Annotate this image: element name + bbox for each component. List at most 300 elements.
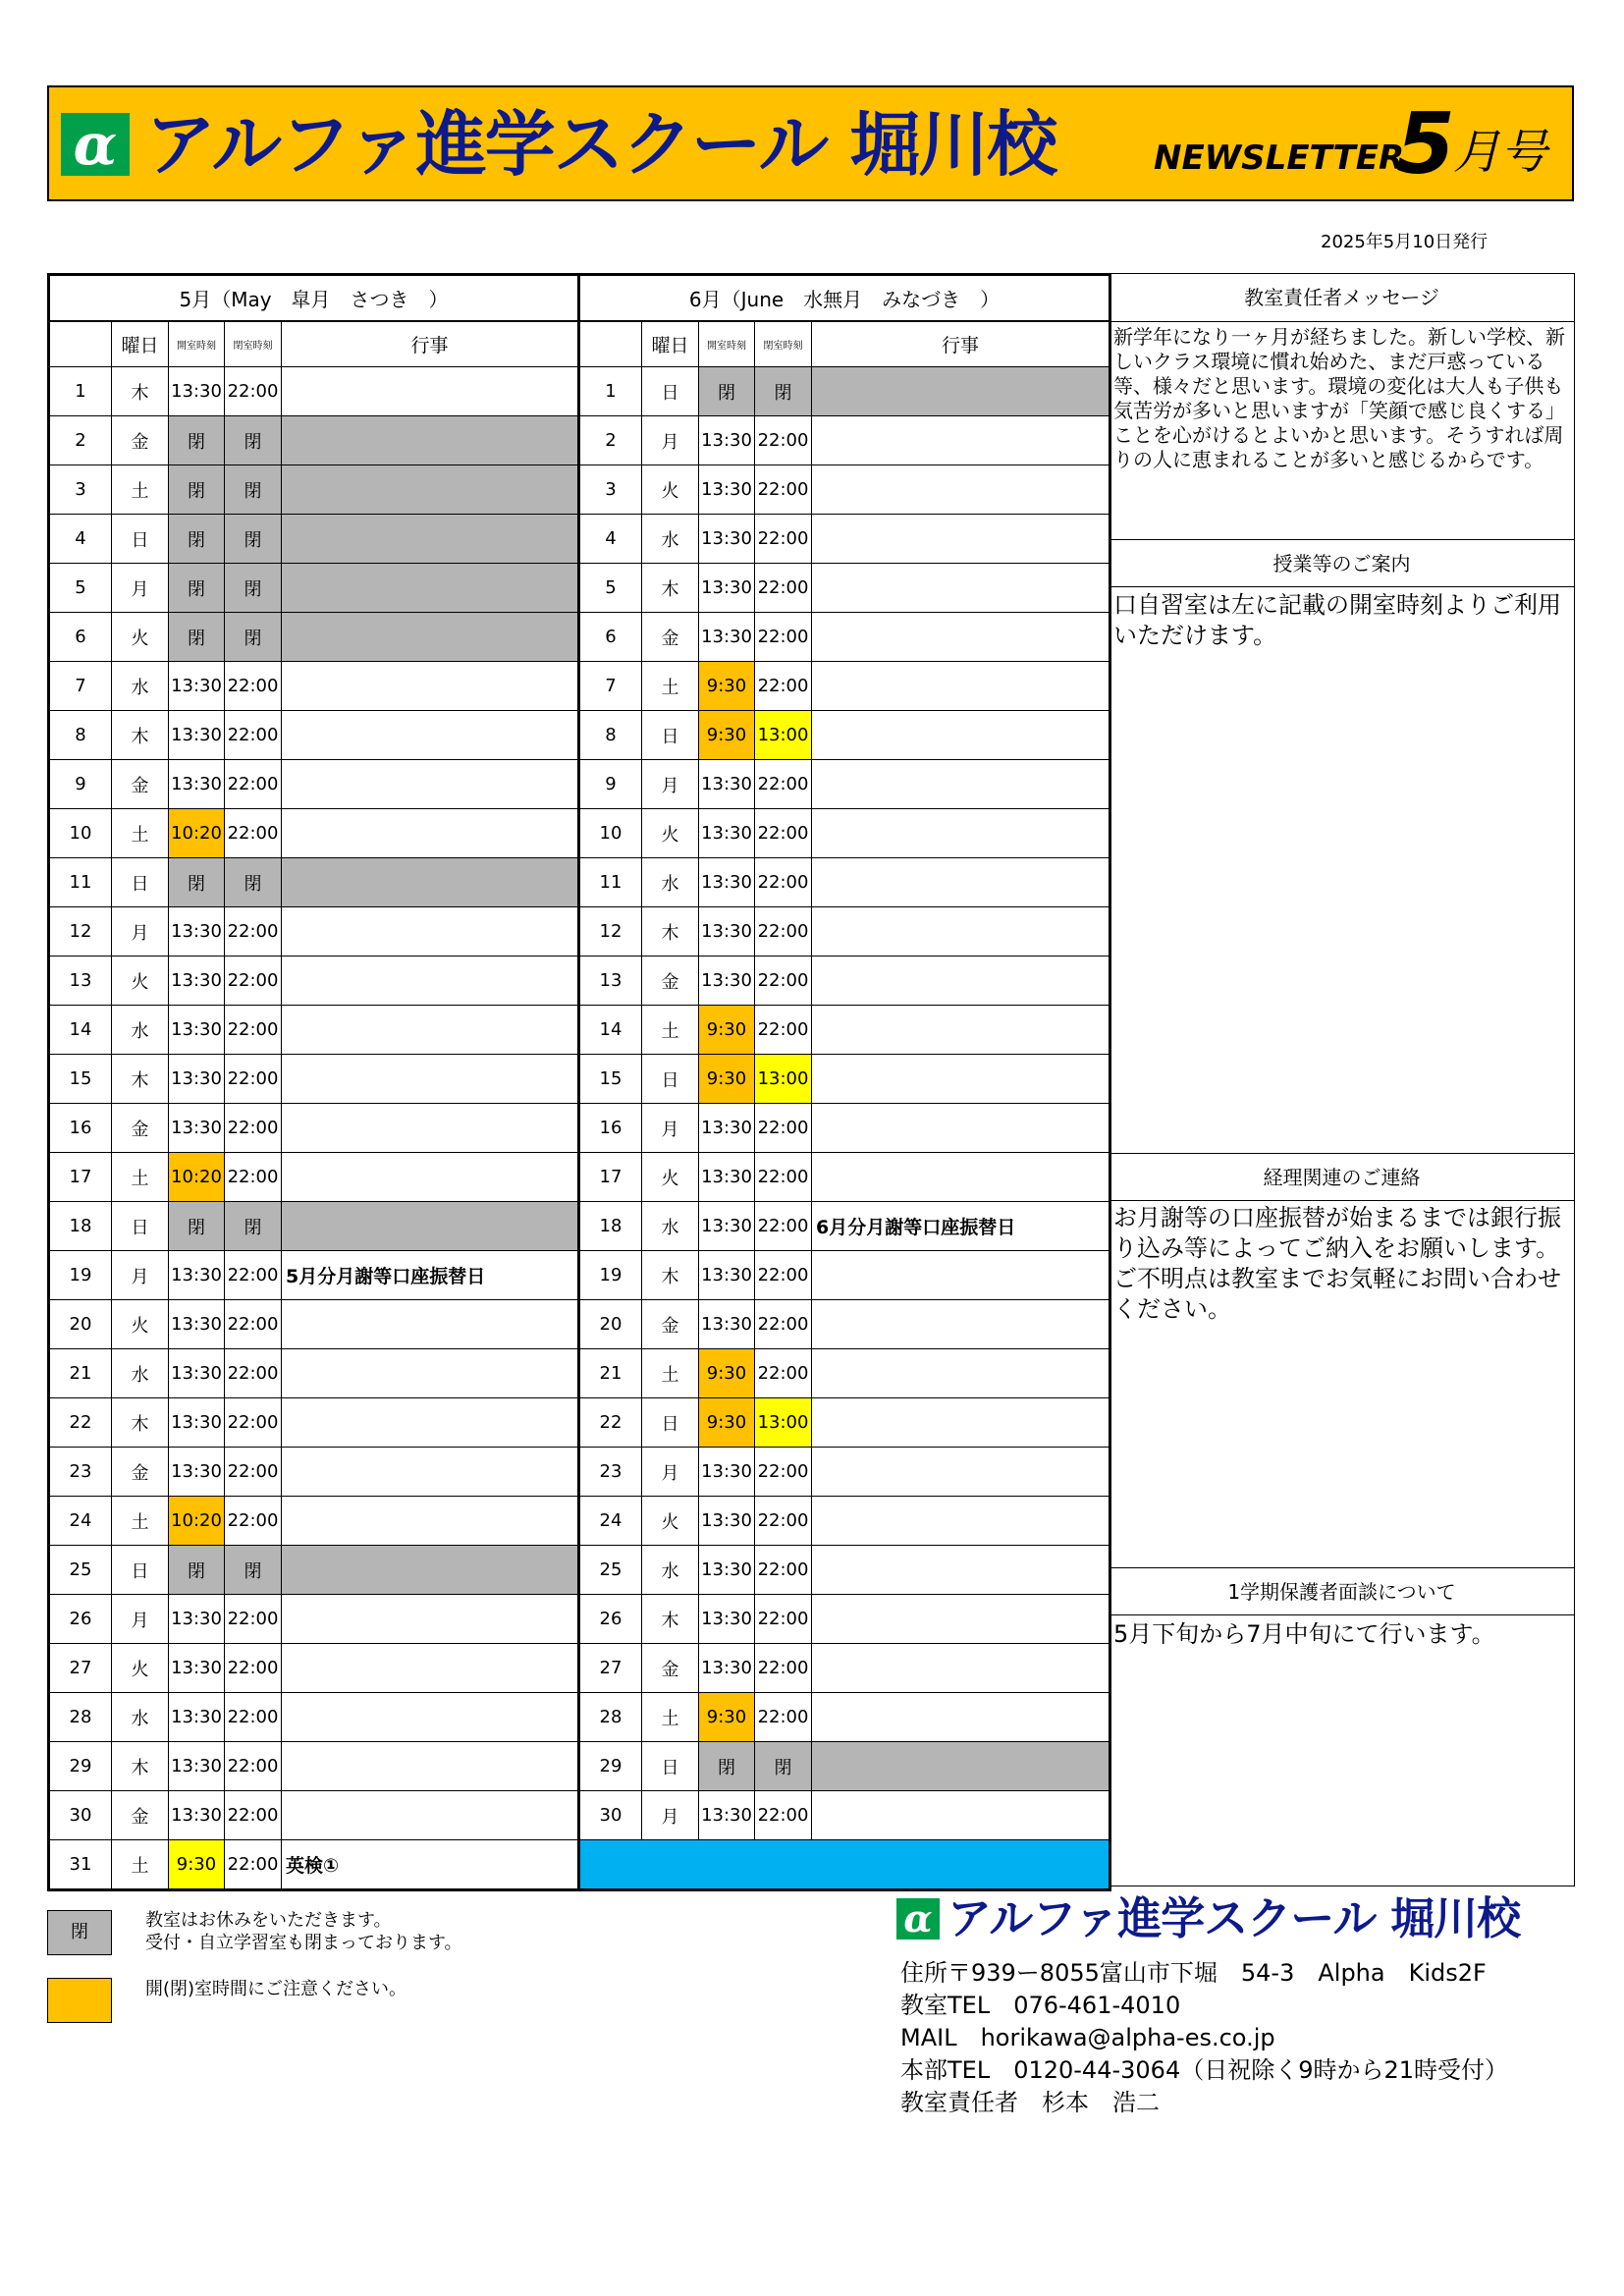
calendar-row <box>49 809 579 858</box>
weekday: 火 <box>112 613 169 662</box>
event <box>812 1448 1110 1497</box>
close-time: 閉 <box>225 515 282 564</box>
close-time: 22:00 <box>225 1497 282 1546</box>
event <box>812 1742 1110 1791</box>
june-col-weekday: 曜日 <box>642 321 699 367</box>
calendar-row <box>49 858 579 907</box>
open-time: 13:30 <box>699 1448 755 1497</box>
close-time: 22:00 <box>755 1448 812 1497</box>
calendar-row <box>49 1693 579 1742</box>
calendar-row <box>579 1300 1110 1349</box>
day-number: 6 <box>579 613 642 662</box>
day-number: 21 <box>579 1349 642 1398</box>
open-time: 閉 <box>169 613 225 662</box>
close-time: 22:00 <box>225 367 282 416</box>
open-time: 13:30 <box>699 760 755 809</box>
close-time: 22:00 <box>225 1742 282 1791</box>
open-time: 13:30 <box>699 465 755 515</box>
close-time: 22:00 <box>225 1448 282 1497</box>
close-time: 閉 <box>755 1742 812 1791</box>
day-number: 27 <box>49 1644 112 1693</box>
day-number: 17 <box>49 1153 112 1202</box>
june-col-open: 開室時刻 <box>699 321 755 367</box>
day-number: 27 <box>579 1644 642 1693</box>
open-time: 閉 <box>169 858 225 907</box>
open-time: 13:30 <box>169 1398 225 1448</box>
open-time: 9:30 <box>699 1693 755 1742</box>
calendar-row <box>49 1644 579 1693</box>
close-time: 22:00 <box>755 1006 812 1055</box>
event <box>812 1300 1110 1349</box>
meeting-title: 1学期保護者面談について <box>1110 1567 1574 1615</box>
close-time: 22:00 <box>755 465 812 515</box>
close-time: 22:00 <box>755 515 812 564</box>
calendar-row <box>579 1398 1110 1448</box>
calendar-row <box>579 564 1110 613</box>
open-time: 13:30 <box>169 760 225 809</box>
open-time: 13:30 <box>699 858 755 907</box>
event <box>282 809 579 858</box>
calendar-row <box>49 1349 579 1398</box>
message-body: 新学年になり一ヶ月が経ちました。新しい学校、新しいクラス環境に慣れ始めた、まだ戸惑っている等、様々だと思います。環境の変化は大人も子供も気苦労が多いと思いますが「笑顔で感じ良くする」ことを心がけるとよいかと思います。そうすれば周りの人に恵まれることが多いと感じるからです。 <box>1113 325 1565 471</box>
calendar-row <box>579 515 1110 564</box>
weekday: 月 <box>112 1251 169 1300</box>
legend-hours-text: 開(閉)室時間にご注意ください。 <box>145 1979 407 1999</box>
issue-date: 2025年5月10日発行 <box>1321 232 1489 252</box>
weekday: 金 <box>112 1104 169 1153</box>
june-calendar-table <box>577 273 1111 1891</box>
event: 6月分月謝等口座振替日 <box>812 1202 1110 1251</box>
weekday: 日 <box>112 1202 169 1251</box>
alpha-logo-icon: α <box>61 113 130 176</box>
close-time: 22:00 <box>755 1791 812 1840</box>
may-col-weekday: 曜日 <box>112 321 169 367</box>
may-col-event: 行事 <box>282 321 579 367</box>
calendar-row <box>49 711 579 760</box>
header-banner <box>47 85 1574 201</box>
weekday: 月 <box>642 760 699 809</box>
calendar-row <box>579 1693 1110 1742</box>
open-time: 10:20 <box>169 809 225 858</box>
event <box>812 1693 1110 1742</box>
close-time: 22:00 <box>225 907 282 957</box>
calendar-row <box>579 367 1110 416</box>
close-time: 22:00 <box>755 1644 812 1693</box>
close-time: 閉 <box>755 367 812 416</box>
close-time: 22:00 <box>755 858 812 907</box>
weekday: 水 <box>642 858 699 907</box>
event <box>282 1595 579 1644</box>
day-number: 26 <box>49 1595 112 1644</box>
open-time: 9:30 <box>699 662 755 711</box>
event <box>812 515 1110 564</box>
open-time: 13:30 <box>169 907 225 957</box>
june-rows <box>579 367 1110 1890</box>
open-time: 13:30 <box>699 1546 755 1595</box>
weekday: 木 <box>642 1251 699 1300</box>
open-time: 9:30 <box>699 1006 755 1055</box>
event: 5月分月謝等口座振替日 <box>282 1251 579 1300</box>
weekday: 月 <box>112 1595 169 1644</box>
event <box>282 957 579 1006</box>
close-time: 22:00 <box>755 1202 812 1251</box>
close-time: 22:00 <box>755 564 812 613</box>
weekday: 土 <box>112 1153 169 1202</box>
calendar-row <box>579 1448 1110 1497</box>
close-time: 22:00 <box>755 1104 812 1153</box>
close-time: 閉 <box>225 1546 282 1595</box>
close-time: 13:00 <box>755 1055 812 1104</box>
calendar-row <box>49 1006 579 1055</box>
event <box>812 907 1110 957</box>
event <box>282 1202 579 1251</box>
legend-closed-line2: 受付・自立学習室も閉まっております。 <box>145 1933 462 1953</box>
open-time: 10:20 <box>169 1497 225 1546</box>
open-time: 13:30 <box>169 1644 225 1693</box>
day-number: 23 <box>579 1448 642 1497</box>
event <box>282 1448 579 1497</box>
day-number: 18 <box>579 1202 642 1251</box>
open-time: 10:20 <box>169 1153 225 1202</box>
calendar-row <box>49 613 579 662</box>
calendar-row <box>579 1546 1110 1595</box>
weekday: 日 <box>642 711 699 760</box>
legend-hours-swatch <box>47 1978 112 2023</box>
calendar-row <box>49 367 579 416</box>
event <box>282 367 579 416</box>
open-time: 13:30 <box>169 1742 225 1791</box>
event <box>282 1300 579 1349</box>
open-time: 閉 <box>699 367 755 416</box>
weekday: 日 <box>642 1742 699 1791</box>
day-number: 1 <box>579 367 642 416</box>
calendar-row <box>49 907 579 957</box>
day-number: 5 <box>49 564 112 613</box>
close-time: 22:00 <box>225 1006 282 1055</box>
calendar-row <box>49 465 579 515</box>
weekday: 木 <box>112 1055 169 1104</box>
contact-mail[interactable]: MAIL horikawa@alpha-es.co.jp <box>900 2024 1275 2051</box>
close-time: 22:00 <box>225 662 282 711</box>
open-time: 13:30 <box>169 1104 225 1153</box>
day-number: 29 <box>579 1742 642 1791</box>
june-col-event: 行事 <box>812 321 1110 367</box>
calendar-row <box>49 1448 579 1497</box>
open-time: 13:30 <box>169 711 225 760</box>
open-time: 閉 <box>169 515 225 564</box>
event <box>812 1055 1110 1104</box>
may-calendar-table <box>47 273 580 1891</box>
event <box>282 1742 579 1791</box>
day-number: 2 <box>49 416 112 465</box>
day-number: 11 <box>579 858 642 907</box>
day-number: 15 <box>49 1055 112 1104</box>
day-number: 4 <box>579 515 642 564</box>
day-number: 10 <box>49 809 112 858</box>
event <box>282 1546 579 1595</box>
weekday: 金 <box>642 1300 699 1349</box>
event <box>812 1595 1110 1644</box>
calendar-row <box>49 1055 579 1104</box>
close-time: 22:00 <box>755 1349 812 1398</box>
close-time: 閉 <box>225 858 282 907</box>
weekday: 土 <box>642 1349 699 1398</box>
day-number: 22 <box>579 1398 642 1448</box>
may-col-close: 閉室時刻 <box>225 321 282 367</box>
june-title: 6月（June 水無月 みなづき ） <box>579 275 1110 322</box>
billing-title: 経理関連のご連絡 <box>1110 1153 1574 1201</box>
contact-hq-tel[interactable]: 本部TEL 0120-44-3064（日祝除く9時から21時受付） <box>900 2056 1509 2084</box>
calendar-row <box>49 1546 579 1595</box>
weekday: 木 <box>642 907 699 957</box>
weekday: 水 <box>112 1693 169 1742</box>
weekday: 水 <box>642 515 699 564</box>
weekday: 火 <box>112 957 169 1006</box>
weekday: 木 <box>112 1742 169 1791</box>
close-time: 22:00 <box>755 613 812 662</box>
day-number: 13 <box>49 957 112 1006</box>
open-time: 13:30 <box>169 1595 225 1644</box>
close-time: 22:00 <box>755 1497 812 1546</box>
day-number: 22 <box>49 1398 112 1448</box>
close-time: 22:00 <box>755 907 812 957</box>
day-number: 9 <box>579 760 642 809</box>
message-title: 教室責任者メッセージ <box>1110 274 1574 322</box>
open-time: 13:30 <box>169 1448 225 1497</box>
close-time: 22:00 <box>755 1251 812 1300</box>
open-time: 13:30 <box>699 1153 755 1202</box>
event <box>812 1546 1110 1595</box>
weekday: 土 <box>642 1693 699 1742</box>
open-time: 9:30 <box>169 1840 225 1890</box>
may-title: 5月（May 皐月 さつき ） <box>49 275 579 322</box>
open-time: 13:30 <box>699 1202 755 1251</box>
event <box>282 1398 579 1448</box>
event <box>812 564 1110 613</box>
contact-manager: 教室責任者 杉本 浩二 <box>900 2089 1160 2116</box>
event <box>282 760 579 809</box>
weekday: 水 <box>112 1006 169 1055</box>
open-time: 13:30 <box>169 957 225 1006</box>
calendar-row <box>579 809 1110 858</box>
event <box>812 1006 1110 1055</box>
open-time: 13:30 <box>169 1055 225 1104</box>
calendar-row <box>579 907 1110 957</box>
newsletter-label: NEWSLETTER <box>1154 138 1405 178</box>
day-number: 31 <box>49 1840 112 1890</box>
day-number: 11 <box>49 858 112 907</box>
day-number: 12 <box>49 907 112 957</box>
legend-closed-line1: 教室はお休みをいただきます。 <box>145 1910 392 1931</box>
weekday: 水 <box>642 1546 699 1595</box>
newsletter-month-suffix: 月号 <box>1453 125 1548 180</box>
event <box>282 1497 579 1546</box>
close-time: 22:00 <box>225 1300 282 1349</box>
weekday: 月 <box>112 907 169 957</box>
weekday: 金 <box>642 957 699 1006</box>
calendar-row <box>49 1251 579 1300</box>
open-time: 13:30 <box>699 957 755 1006</box>
event <box>812 711 1110 760</box>
open-time: 9:30 <box>699 1349 755 1398</box>
event: 英検① <box>282 1840 579 1890</box>
day-number: 3 <box>49 465 112 515</box>
weekday: 木 <box>112 1398 169 1448</box>
legend-closed-swatch: 閉 <box>47 1910 112 1955</box>
calendar-row <box>579 1595 1110 1644</box>
open-time: 閉 <box>169 416 225 465</box>
open-time: 閉 <box>699 1742 755 1791</box>
open-time: 9:30 <box>699 711 755 760</box>
close-time: 22:00 <box>225 1349 282 1398</box>
close-time: 22:00 <box>225 1791 282 1840</box>
weekday: 日 <box>112 858 169 907</box>
day-number: 7 <box>579 662 642 711</box>
close-time: 22:00 <box>755 957 812 1006</box>
close-time: 22:00 <box>225 809 282 858</box>
open-time: 閉 <box>169 465 225 515</box>
meeting-body: 5月下旬から7月中旬にて行います。 <box>1113 1620 1495 1648</box>
weekday: 火 <box>642 809 699 858</box>
weekday: 金 <box>112 416 169 465</box>
weekday: 月 <box>642 1104 699 1153</box>
event <box>282 662 579 711</box>
open-time: 13:30 <box>169 1006 225 1055</box>
open-time: 13:30 <box>169 1251 225 1300</box>
calendar-row <box>579 613 1110 662</box>
june-col-close: 閉室時刻 <box>755 321 812 367</box>
weekday: 木 <box>112 367 169 416</box>
footer-school-name: アルファ進学スクール 堀川校 <box>947 1892 1521 1944</box>
day-number: 10 <box>579 809 642 858</box>
day-number: 26 <box>579 1595 642 1644</box>
calendar-row <box>579 1006 1110 1055</box>
close-time: 22:00 <box>755 1153 812 1202</box>
calendar-row <box>579 1153 1110 1202</box>
day-number: 28 <box>579 1693 642 1742</box>
billing-body: お月謝等の口座振替が始まるまでは銀行振り込み等によってご納入をお願いします。ご不明点は教室までお気軽にお問い合わせください。 <box>1113 1204 1561 1323</box>
event <box>282 465 579 515</box>
footer-alpha-logo-icon: α <box>896 1898 940 1940</box>
day-number: 5 <box>579 564 642 613</box>
contact-address: 住所〒939ー8055富山市下堀 54-3 Alpha Kids2F <box>900 1959 1487 1987</box>
weekday: 木 <box>642 564 699 613</box>
close-time: 22:00 <box>225 1153 282 1202</box>
event <box>282 515 579 564</box>
calendar-row <box>49 1840 579 1890</box>
event <box>812 367 1110 416</box>
weekday: 月 <box>642 1448 699 1497</box>
calendar-row <box>579 760 1110 809</box>
close-time: 22:00 <box>755 1546 812 1595</box>
contact-classroom-tel[interactable]: 教室TEL 076-461-4010 <box>900 1992 1181 2019</box>
weekday: 日 <box>642 1055 699 1104</box>
weekday: 水 <box>642 1202 699 1251</box>
event <box>812 957 1110 1006</box>
classes-title: 授業等のご案内 <box>1110 539 1574 587</box>
calendar-row <box>579 1644 1110 1693</box>
event <box>812 1398 1110 1448</box>
day-number: 8 <box>579 711 642 760</box>
day-number: 20 <box>49 1300 112 1349</box>
event <box>282 907 579 957</box>
weekday: 月 <box>642 1791 699 1840</box>
open-time: 13:30 <box>699 1497 755 1546</box>
weekday: 木 <box>642 1595 699 1644</box>
close-time: 22:00 <box>225 1644 282 1693</box>
calendar-row <box>579 1055 1110 1104</box>
event <box>812 1349 1110 1398</box>
weekday: 土 <box>642 1006 699 1055</box>
day-number: 16 <box>579 1104 642 1153</box>
open-time: 13:30 <box>699 809 755 858</box>
open-time: 13:30 <box>169 1693 225 1742</box>
day-number: 19 <box>49 1251 112 1300</box>
weekday: 月 <box>112 564 169 613</box>
close-time: 22:00 <box>755 662 812 711</box>
may-col-open: 開室時刻 <box>169 321 225 367</box>
weekday: 土 <box>112 465 169 515</box>
open-time: 13:30 <box>699 1791 755 1840</box>
weekday: 火 <box>642 465 699 515</box>
day-number: 7 <box>49 662 112 711</box>
close-time: 22:00 <box>225 1251 282 1300</box>
calendar-row <box>49 416 579 465</box>
weekday: 水 <box>112 662 169 711</box>
close-time: 22:00 <box>225 1840 282 1890</box>
calendar-row <box>49 1202 579 1251</box>
day-number: 23 <box>49 1448 112 1497</box>
open-time: 閉 <box>169 1546 225 1595</box>
close-time: 22:00 <box>755 809 812 858</box>
weekday: 木 <box>112 711 169 760</box>
close-time: 22:00 <box>755 416 812 465</box>
calendar-row <box>49 1104 579 1153</box>
day-number: 24 <box>579 1497 642 1546</box>
weekday: 金 <box>112 1791 169 1840</box>
weekday: 日 <box>112 515 169 564</box>
day-number: 8 <box>49 711 112 760</box>
weekday: 金 <box>112 760 169 809</box>
event <box>812 416 1110 465</box>
weekday: 日 <box>642 367 699 416</box>
event <box>812 1104 1110 1153</box>
calendar-row <box>579 1104 1110 1153</box>
classes-body: 口自習室は左に記載の開室時刻よりご利用いただけます。 <box>1113 591 1561 649</box>
weekday: 土 <box>112 1497 169 1546</box>
weekday: 土 <box>642 662 699 711</box>
event <box>282 416 579 465</box>
weekday: 水 <box>112 1349 169 1398</box>
close-time: 13:00 <box>755 711 812 760</box>
info-sidebar <box>1109 273 1575 1886</box>
calendar-row <box>579 1251 1110 1300</box>
calendar-row <box>579 1791 1110 1840</box>
event <box>282 1349 579 1398</box>
day-number: 15 <box>579 1055 642 1104</box>
calendar-row <box>49 564 579 613</box>
day-number: 13 <box>579 957 642 1006</box>
day-number: 1 <box>49 367 112 416</box>
open-time: 13:30 <box>699 1251 755 1300</box>
close-time: 閉 <box>225 613 282 662</box>
calendar-row <box>579 1742 1110 1791</box>
close-time: 13:00 <box>755 1398 812 1448</box>
calendar-row <box>579 1202 1110 1251</box>
weekday: 火 <box>642 1497 699 1546</box>
calendar-row <box>49 1497 579 1546</box>
calendar-row <box>49 1300 579 1349</box>
